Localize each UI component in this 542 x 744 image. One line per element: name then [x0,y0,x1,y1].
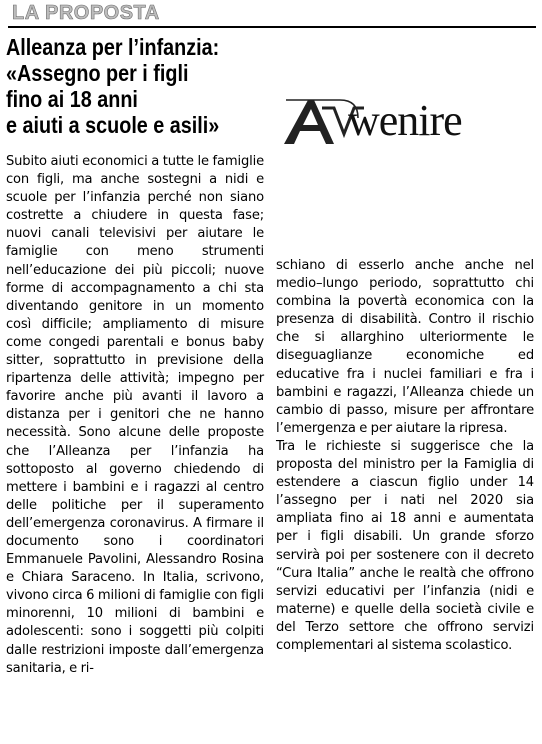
body-paragraph: Tra le richieste si suggerisce che la proposta del ministro per la Famiglia di estendere a ciascun figlio under 14 l’assegno per i nati nel 2020 sia ampliata fino ai 18 anni e aumentata per i figli disabili. Un grande sforzo servirà poi per sostenere con il decreto “Cura Italia” anche le realtà che offrono servizi educativi per l’infanzia (nidi e materne) e quelle della società civile e del Terzo settore che offrono servizi complementari al sistema scolastico. [276,438,534,653]
body-paragraph: Subito aiuti economici a tutte le famiglie con figli, ma anche sostegni a nidi e scuole per l’infanzia perché non siano costrette a chiudere in questa fase; nuovi canali televisivi per aiutare le famiglie con meno strumenti nell’educazione dei più piccoli; nuove forme di accompagnamento a chi sta diventando genitore in un momento così difficile; ampliamento di misure come congedi parentali e bonus baby sitter, soprattutto in previsione della ripartenza delle attività; impegno per favorire anche più avanti il lavoro a distanza per i genitori che ne hanno necessità. Sono alcune delle proposte che l’Alleanza per l’infanzia ha sottoposto al governo chiedendo di mettere i bambini e i ragazzi al centro delle politiche per il superamento dell’emergenza coronavirus. A firmare il documento sono i coordinatori Emmanuele Pavolini, Alessandro Rosina e Chiara Saraceno. In Italia, scrivono, vivono circa 6 milioni di famiglie con figli minorenni, 10 milioni di bambini e adolescenti: sono i soggetti più colpiti dalle restrizioni imposte dall’emergenza sanitaria, e ri- [6,154,264,676]
headline-line: e aiuti a scuole e asili» [6,112,220,138]
headline-line: fino ai 18 anni [6,86,138,112]
article-column-1 [6,153,264,678]
body-paragraph: schiano di esserlo anche anche nel medio–lungo periodo, soprattutto chi combina la povertà economica con la presenza di disabilità. Contro il rischio che si allarghino ulteriormente le diseguaglianze economiche ed educative fra i nuclei familiari e fra i bambini e ragazzi, l’Alleanza chiede un cambio di passo, misure per affrontare l’emergenza e per aiutare la ripresa. [276,258,534,436]
kicker-label: LA PROPOSTA [12,2,160,24]
headline-line: «Assegno per i figli [6,60,189,86]
newspaper-logo [278,94,518,148]
logo-wordmark: wenire [348,96,462,145]
headline-line: Alleanza per l’infanzia: [6,34,220,60]
article-headline [6,34,221,138]
article-column-2 [276,257,534,655]
section-kicker [8,2,536,28]
